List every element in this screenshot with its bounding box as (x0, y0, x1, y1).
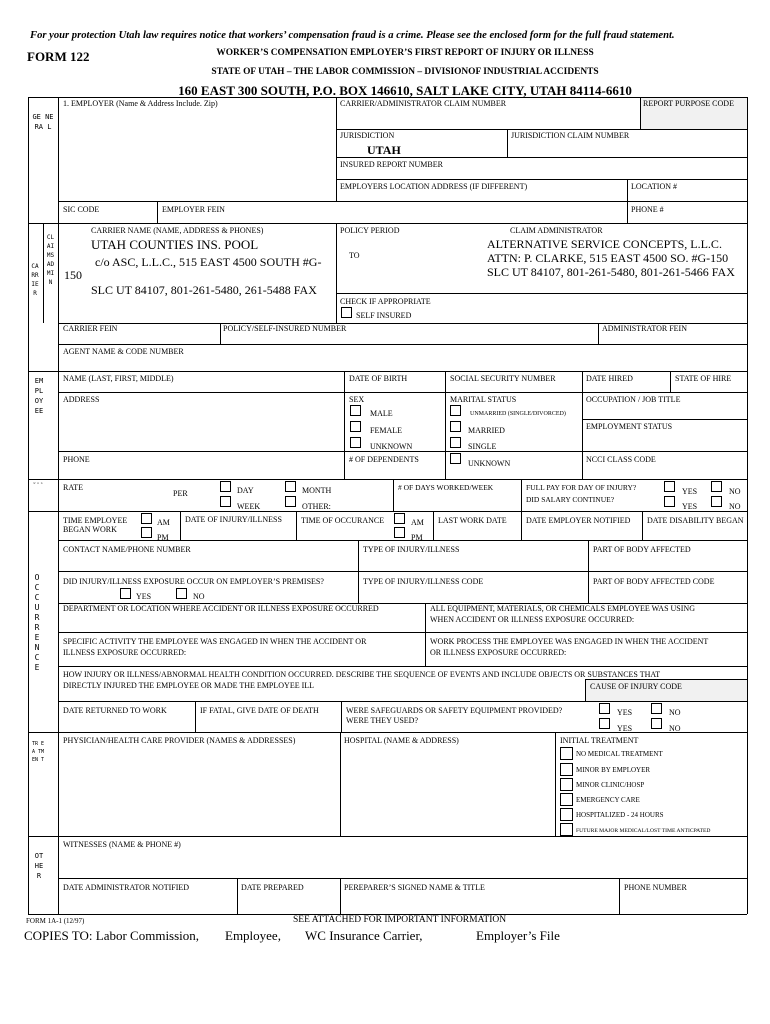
agent-label: AGENT NAME & CODE NUMBER (63, 347, 184, 356)
treatment-future-major-checkbox[interactable] (560, 823, 573, 836)
preparer-phone-label: PHONE NUMBER (624, 883, 687, 892)
used-no-label: NO (669, 724, 681, 733)
department-label: DEPARTMENT OR LOCATION WHERE ACCIDENT OR ILLNESS EXPOSURE OCCURRED (63, 604, 379, 613)
treatment-emergency-checkbox[interactable] (560, 793, 573, 806)
carrier-address-line1: c/o ASC, L.L.C., 515 EAST 4500 SOUTH #G- (95, 255, 322, 269)
treatment-future-major-label: FUTURE MAJOR MEDICAL/LOST TIME ANTICPATED (576, 828, 711, 834)
full-pay-no-checkbox[interactable] (711, 481, 722, 492)
began-am-label: AM (157, 518, 170, 527)
per-month-label: MONTH (302, 486, 332, 495)
process-label: WORK PROCESS THE EMPLOYEE WAS ENGAGED IN WHEN THE ACCIDENT (430, 637, 709, 646)
occur-pm-checkbox[interactable] (394, 527, 405, 538)
report-purpose-label: REPORT PURPOSE CODE (643, 99, 734, 108)
treatment-minor-clinic-checkbox[interactable] (560, 778, 573, 791)
employee-address-label: ADDRESS (63, 395, 100, 404)
per-month-checkbox[interactable] (285, 481, 296, 492)
date-injury-label: DATE OF INJURY/ILLNESS (185, 515, 282, 524)
occupation-label: OCCUPATION / JOB TITLE (586, 395, 681, 404)
premises-yes-label: YES (136, 592, 152, 601)
treatment-minor-employer-checkbox[interactable] (560, 763, 573, 776)
phone-label: PHONE # (631, 205, 664, 214)
dependents-label: # OF DEPENDENTS (349, 455, 419, 464)
physician-label: PHYSICIAN/HEALTH CARE PROVIDER (NAMES & ADDRESSES) (63, 736, 296, 745)
equipment-label: ALL EQUIPMENT, MATERIALS, OR CHEMICALS EMPLOYEE WAS USING (430, 604, 695, 613)
self-insured-label: SELF INSURED (356, 311, 412, 320)
employer-label: 1. EMPLOYER (Name & Address Include. Zip) (63, 99, 218, 108)
marital-status-label: MARITAL STATUS (450, 395, 517, 404)
began-pm-label: PM (157, 533, 169, 542)
marital-unmarried-label: UNMARRIED (SINGLE/DIVORCED) (470, 411, 566, 417)
agency-address: 160 EAST 300 SOUTH, P.O. BOX 146610, SALT LAKE CITY, UTAH 84114-6610 (178, 83, 632, 98)
salary-no-label: NO (729, 502, 741, 511)
full-pay-no-label: NO (729, 487, 741, 496)
per-label: PER (173, 489, 188, 498)
copies-to-employer: Employer’s File (476, 928, 560, 943)
time-occurance-label: TIME OF OCCURANCE (301, 516, 385, 525)
marital-married-label: MARRIED (468, 426, 505, 435)
marital-unknown-label: UNKNOWN (468, 459, 511, 468)
salary-no-checkbox[interactable] (711, 496, 722, 507)
premises-no-checkbox[interactable] (176, 588, 187, 599)
marital-unmarried-checkbox[interactable] (450, 405, 461, 416)
began-am-checkbox[interactable] (141, 513, 152, 524)
time-began-label: TIME EMPLOYEE (63, 516, 128, 525)
safeguards-used-label: WERE THEY USED? (346, 716, 418, 725)
activity-label: SPECIFIC ACTIVITY THE EMPLOYEE WAS ENGAGED IN WHEN THE ACCIDENT OR (63, 637, 367, 646)
admin-notified-label: DATE ADMINISTRATOR NOTIFIED (63, 883, 190, 892)
last-work-date-label: LAST WORK DATE (438, 516, 507, 525)
form-title: WORKER’S COMPENSATION EMPLOYER’S FIRST REPORT OF INJURY OR ILLNESS (216, 48, 594, 58)
employee-phone-label: PHONE (63, 455, 90, 464)
type-injury-label: TYPE OF INJURY/ILLNESS (363, 545, 460, 554)
section-employee: EM PL OY EE (34, 377, 44, 415)
employee-name-label: NAME (LAST, FIRST, MIDDLE) (63, 374, 174, 383)
occur-pm-label: PM (411, 533, 423, 542)
time-began-label-2: BEGAN WORK (63, 525, 117, 534)
safeguards-no-checkbox[interactable] (651, 703, 662, 714)
per-day-checkbox[interactable] (220, 481, 231, 492)
initial-treatment-label: INITIAL TREATMENT (560, 736, 639, 745)
per-day-label: DAY (237, 486, 254, 495)
section-occurrence: O C C U R R E N C E (34, 573, 40, 672)
policy-to-label: TO (349, 251, 360, 260)
section-carrier: CA RR IE R (31, 263, 39, 297)
treatment-emergency-label: EMERGENCY CARE (576, 796, 640, 804)
ssn-label: SOCIAL SECURITY NUMBER (450, 374, 556, 383)
full-pay-yes-checkbox[interactable] (664, 481, 675, 492)
ncci-class-label: NCCI CLASS CODE (586, 455, 656, 464)
days-worked-label: # OF DAYS WORKED/WEEK (398, 483, 494, 492)
self-insured-checkbox[interactable] (341, 307, 352, 318)
sex-male-checkbox[interactable] (350, 405, 361, 416)
used-yes-label: YES (617, 724, 633, 733)
witnesses-label: WITNESSES (NAME & PHONE #) (63, 840, 181, 849)
attached-note: SEE ATTACHED FOR IMPORTANT INFORMATION (293, 915, 507, 925)
premises-no-label: NO (193, 592, 205, 601)
carrier-name-label: CARRIER NAME (NAME, ADDRESS & PHONES) (91, 226, 264, 235)
body-code-label: PART OF BODY AFFECTED CODE (593, 577, 715, 586)
activity-label-2: ILLNESS EXPOSURE OCCURRED: (63, 648, 187, 657)
rate-label: RATE (63, 483, 83, 492)
sex-unknown-checkbox[interactable] (350, 437, 361, 448)
date-of-death-label: IF FATAL, GIVE DATE OF DEATH (200, 706, 319, 715)
employment-status-label: EMPLOYMENT STATUS (586, 422, 673, 431)
treatment-none-label: NO MEDICAL TREATMENT (576, 750, 663, 758)
location-number-label: LOCATION # (631, 182, 677, 191)
marital-unknown-checkbox[interactable] (450, 453, 461, 464)
full-pay-label: FULL PAY FOR DAY OF INJURY? (526, 483, 637, 492)
sex-unknown-label: UNKNOWN (370, 442, 413, 451)
marital-single-label: SINGLE (468, 442, 497, 451)
sex-label: SEX (349, 395, 365, 404)
section-other: OT HE R (34, 852, 44, 880)
carrier-address-line2: 150 (64, 268, 82, 282)
carrier-fein-label: CARRIER FEIN (63, 324, 118, 333)
form-number: FORM 122 (27, 49, 90, 64)
copies-to-employee: Employee, (225, 928, 281, 943)
carrier-address-line3: SLC UT 84107, 801-261-5480, 261-5488 FAX (91, 283, 317, 297)
per-week-label: WEEK (237, 502, 261, 511)
premises-yes-checkbox[interactable] (120, 588, 131, 599)
per-week-checkbox[interactable] (220, 496, 231, 507)
copies-to-labor: COPIES TO: Labor Commission, (24, 928, 200, 943)
hospital-label: HOSPITAL (NAME & ADDRESS) (344, 736, 459, 745)
sex-female-checkbox[interactable] (350, 421, 361, 432)
section-claims-admin: CL AI MS AD MI N (46, 234, 55, 286)
marital-single-checkbox[interactable] (450, 437, 461, 448)
cause-code-label: CAUSE OF INJURY CODE (590, 682, 682, 691)
how-occurred-label-2: DIRECTLY INJURED THE EMPLOYEE OR MADE THE EMPLOYEE ILL (63, 681, 315, 690)
sex-male-label: MALE (370, 409, 393, 418)
section-wage: W A G (33, 481, 43, 485)
admin-line3: SLC UT 84107, 801-261-5480, 801-261-5466 FAX (487, 265, 735, 279)
admin-line1: ALTERNATIVE SERVICE CONCEPTS, L.L.C. (487, 237, 722, 251)
marital-married-checkbox[interactable] (450, 421, 461, 432)
form-code: FORM 1A-1 (12/97) (26, 917, 85, 925)
sic-code-label: SIC CODE (63, 205, 100, 214)
began-pm-checkbox[interactable] (141, 527, 152, 538)
check-appropriate-label: CHECK IF APPROPRIATE (340, 297, 431, 306)
safeguards-yes-checkbox[interactable] (599, 703, 610, 714)
per-other-label: OTHER: (302, 502, 331, 511)
process-label-2: OR ILLNESS EXPOSURE OCCURRED: (430, 648, 567, 657)
salary-yes-checkbox[interactable] (664, 496, 675, 507)
body-part-label: PART OF BODY AFFECTED (593, 545, 691, 554)
safeguards-label: WERE SAFEGUARDS OR SAFETY EQUIPMENT PROVIDED? (346, 706, 563, 715)
administrator-fein-label: ADMINISTRATOR FEIN (602, 324, 687, 333)
section-treatment: TR EA TM EN T (31, 741, 45, 763)
date-hired-label: DATE HIRED (586, 374, 633, 383)
treatment-hospitalized-label: HOSPITALIZED - 24 HOURS (576, 811, 664, 819)
section-general: GE NE RA L (32, 113, 54, 131)
jurisdiction-label: JURISDICTION (340, 131, 395, 140)
policy-period-label: POLICY PERIOD (340, 226, 400, 235)
claim-number-label: CARRIER/ADMINISTRATOR CLAIM NUMBER (340, 99, 507, 108)
returned-to-work-label: DATE RETURNED TO WORK (63, 706, 167, 715)
location-address-label: EMPLOYERS LOCATION ADDRESS (IF DIFFERENT) (340, 182, 528, 191)
equipment-label-2: WHEN ACCIDENT OR ILLNESS EXPOSURE OCCURRED: (430, 615, 635, 624)
salary-continue-label: DID SALARY CONTINUE? (526, 495, 615, 504)
occur-am-checkbox[interactable] (394, 513, 405, 524)
copies-to-carrier: WC Insurance Carrier, (305, 928, 423, 943)
admin-line2: ATTN: P. CLARKE, 515 EAST 4500 SO. #G-150 (487, 251, 729, 265)
type-code-label: TYPE OF INJURY/ILLNESS CODE (363, 577, 484, 586)
treatment-hospitalized-checkbox[interactable] (560, 808, 573, 821)
date-disability-label: DATE DISABILITY BEGAN (647, 516, 744, 525)
premises-label: DID INJURY/ILLNESS EXPOSURE OCCUR ON EMPLOYER’S PREMISES? (63, 577, 324, 586)
fraud-notice: For your protection Utah law requires notice that workers’ compensation fraud is a crime. Please see the enclosed form for the full fraud statement. (30, 30, 675, 41)
preparer-name-label: PEREPARER’S SIGNED NAME & TITLE (344, 883, 485, 892)
policy-number-label: POLICY/SELF-INSURED NUMBER (223, 324, 347, 333)
occur-am-label: AM (411, 518, 424, 527)
safeguards-no-label: NO (669, 708, 681, 717)
jurisdiction-claim-label: JURISDICTION CLAIM NUMBER (511, 131, 630, 140)
per-other-checkbox[interactable] (285, 496, 296, 507)
used-no-checkbox[interactable] (651, 718, 662, 729)
salary-yes-label: YES (682, 502, 698, 511)
dob-label: DATE OF BIRTH (349, 374, 408, 383)
carrier-name-value: UTAH COUNTIES INS. POOL (91, 237, 259, 252)
claim-administrator-label: CLAIM ADMINISTRATOR (510, 226, 603, 235)
treatment-none-checkbox[interactable] (560, 747, 573, 760)
treatment-minor-clinic-label: MINOR CLINIC/HOSP (576, 781, 645, 789)
employer-fein-label: EMPLOYER FEIN (162, 205, 225, 214)
full-pay-yes-label: YES (682, 487, 698, 496)
used-yes-checkbox[interactable] (599, 718, 610, 729)
state-of-hire-label: STATE OF HIRE (675, 374, 732, 383)
contact-label: CONTACT NAME/PHONE NUMBER (63, 545, 191, 554)
safeguards-yes-label: YES (617, 708, 633, 717)
date-prepared-label: DATE PREPARED (241, 883, 304, 892)
jurisdiction-value: UTAH (367, 143, 401, 157)
treatment-minor-employer-label: MINOR BY EMPLOYER (576, 766, 651, 774)
how-occurred-label: HOW INJURY OR ILLNESS/ABNORMAL HEALTH CONDITION OCCURRED. DESCRIBE THE SEQUENCE OF EVENTS AND INCLUDE OBJECTS OR SUBSTANCES THAT (63, 670, 661, 679)
insured-report-label: INSURED REPORT NUMBER (340, 160, 443, 169)
agency-line: STATE OF UTAH – THE LABOR COMMISSION – DIVISIONOF INDUSTRIAL ACCIDENTS (211, 67, 599, 77)
sex-female-label: FEMALE (370, 426, 402, 435)
date-employer-notified-label: DATE EMPLOYER NOTIFIED (526, 516, 631, 525)
